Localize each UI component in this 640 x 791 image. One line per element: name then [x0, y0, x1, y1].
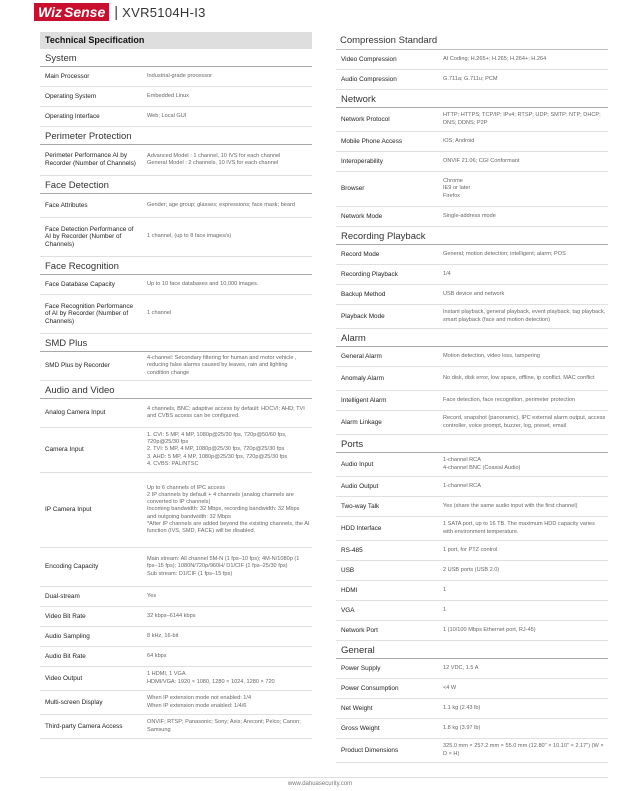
spec-row-general-alarm	[336, 347, 608, 367]
spec-value: 32 kbps–6144 kbps	[147, 612, 196, 619]
spec-row-hdmi	[336, 581, 608, 601]
section-general: General	[336, 641, 608, 659]
spec-row-face-recognition-performance-of-ai-by-recorder-number-of-channels	[40, 295, 312, 334]
spec-value: Motion detection, video loss, tampering	[443, 352, 541, 359]
section-perimeter-protection: Perimeter Protection	[40, 127, 312, 145]
spec-label: Audio Compression	[341, 75, 397, 83]
spec-label: Audio Sampling	[45, 632, 90, 640]
spec-value: AI Coding; H.265+; H.265; H.264+; H.264	[443, 55, 547, 62]
spec-label: Power Consumption	[341, 684, 399, 692]
spec-label: Video Output	[45, 674, 83, 682]
spec-label: Face Recognition Performance of AI by Recorder (Number of Channels)	[45, 302, 134, 325]
spec-row-power-supply	[336, 659, 608, 679]
spec-row-ip-camera-input	[40, 473, 312, 548]
spec-row-audio-input	[336, 453, 608, 477]
footer-url: www.dahuasecurity.com	[287, 781, 353, 787]
right-column	[336, 32, 608, 763]
spec-row-two-way-talk	[336, 497, 608, 517]
spec-row-camera-input	[40, 428, 312, 473]
spec-row-rs-485	[336, 541, 608, 561]
spec-label: Backup Method	[341, 290, 386, 298]
spec-label: Multi-screen Display	[45, 698, 103, 706]
spec-row-network-mode	[336, 207, 608, 227]
header-separator: |	[114, 3, 119, 21]
spec-label: Intelligent Alarm	[341, 396, 387, 404]
spec-row-video-output	[40, 667, 312, 691]
spec-value: 1.8 kg (3.97 lb)	[443, 724, 481, 731]
spec-label: General Alarm	[341, 352, 382, 360]
spec-value: 1/4	[443, 270, 451, 277]
spec-value: When IP extension mode not enabled: 1/4 When IP extension mode enabled: 1/4/6	[147, 695, 252, 709]
spec-row-backup-method	[336, 285, 608, 305]
section-smd-plus: SMD Plus	[40, 334, 312, 352]
section-face-detection: Face Detection	[40, 176, 312, 194]
spec-label: Network Protocol	[341, 115, 390, 123]
spec-row-network-port	[336, 621, 608, 641]
model-number: XVR5104H-I3	[122, 4, 206, 20]
section-audio-and-video: Audio and Video	[40, 381, 312, 399]
left-column	[40, 32, 312, 739]
spec-label: Video Bit Rate	[45, 612, 86, 620]
spec-value: 325.0 mm × 257.2 mm × 55.0 mm (12.80" × 10.10" × 2.17") (W × D × H)	[443, 743, 604, 757]
spec-value: 1.1 kg (2.43 lb)	[443, 704, 481, 711]
spec-row-smd-plus-by-recorder	[40, 352, 312, 381]
spec-label: HDMI	[341, 586, 358, 594]
spec-row-operating-interface	[40, 107, 312, 127]
spec-value: USB device and network	[443, 290, 505, 297]
spec-label: Net Weight	[341, 704, 373, 712]
spec-label: Perimeter Performance AI by Recorder (Number of Channels)	[45, 152, 136, 167]
spec-value: Yes	[147, 592, 157, 599]
spec-label: Face Detection Performance of AI by Recorder (Number of Channels)	[45, 225, 134, 248]
spec-value: ONVIF 21.06; CGI Conformant	[443, 157, 520, 164]
spec-value: Main stream: All channel 5M-N (1 fps–10 fps); 4M-N/1080p (1 fps–15 fps); 1080N/720p/960H/ D1/CIF (1 fps–25/30 fps) Sub stream: D1/CIF (1 fps–15 fps)	[147, 556, 300, 577]
spec-value: ONVIF; RTSP; Panasonic; Sony; Axis; Arecont; Pelco; Canon; Samsung	[147, 719, 301, 733]
spec-row-face-database-capacity	[40, 275, 312, 295]
spec-label: IP Camera Input	[45, 506, 92, 514]
spec-label: Operating Interface	[45, 112, 100, 120]
spec-value: Advanced Model : 1 channel, 10 IVS for each channel General Model : 2 channels, 10 IVS for each channel	[147, 152, 281, 166]
spec-label: Gross Weight	[341, 724, 380, 732]
spec-label: Operating System	[45, 92, 97, 100]
brand-sense: Sense	[64, 3, 109, 21]
spec-row-video-bit-rate	[40, 607, 312, 627]
spec-label: Face Database Capacity	[45, 280, 115, 288]
section-compression-standard: Compression Standard	[336, 32, 608, 50]
spec-row-audio-bit-rate	[40, 647, 312, 667]
spec-value: Embedded Linux	[147, 92, 189, 99]
section-network: Network	[336, 90, 608, 108]
spec-label: Network Port	[341, 626, 378, 634]
spec-label: Recording Playback	[341, 270, 398, 278]
spec-row-net-weight	[336, 699, 608, 719]
spec-label: Face Attributes	[45, 201, 88, 209]
spec-value: <4 W	[443, 684, 457, 691]
spec-row-audio-sampling	[40, 627, 312, 647]
spec-label: Encoding Capacity	[45, 563, 99, 571]
wizsense-logo	[34, 3, 206, 21]
spec-label: VGA	[341, 606, 355, 614]
spec-value: 1-channel RCA	[443, 482, 481, 489]
spec-row-record-mode	[336, 245, 608, 265]
spec-label: Audio Bit Rate	[45, 652, 86, 660]
spec-value: 2 USB ports (USB 2.0)	[443, 566, 500, 573]
spec-value: 1 HDMI, 1 VGA HDMI/VGA: 1920 × 1080, 1280 × 1024, 1280 × 720	[147, 671, 275, 685]
footer-divider	[40, 777, 608, 778]
spec-label: Alarm Linkage	[341, 418, 382, 426]
spec-value: Single-address mode	[443, 212, 496, 219]
spec-row-audio-compression	[336, 70, 608, 90]
spec-value: 1 port, for PTZ control	[443, 546, 498, 553]
spec-row-intelligent-alarm	[336, 391, 608, 411]
spec-row-mobile-phone-access	[336, 132, 608, 152]
spec-row-browser	[336, 172, 608, 207]
section-recording-playback: Recording Playback	[336, 227, 608, 245]
spec-value: Web; Local GUI	[147, 112, 187, 119]
spec-label: USB	[341, 566, 355, 574]
spec-value: Up to 10 face databases and 10,000 images.	[147, 280, 259, 287]
spec-value: 1	[443, 606, 447, 613]
spec-value: Industrial-grade processor	[147, 72, 212, 79]
spec-value: Chrome IE9 or later Firefox	[443, 178, 471, 199]
spec-row-audio-output	[336, 477, 608, 497]
spec-row-playback-mode	[336, 305, 608, 329]
spec-label: Product Dimensions	[341, 746, 399, 754]
section-face-recognition: Face Recognition	[40, 257, 312, 275]
spec-value: G.711a; G.711u; PCM	[443, 75, 498, 82]
spec-row-recording-playback	[336, 265, 608, 285]
spec-value: 1 channel, (up to 8 face images/s)	[147, 233, 232, 240]
spec-label: Audio Input	[341, 460, 374, 468]
section-ports: Ports	[336, 435, 608, 453]
spec-value: Up to 6 channels of IPC access 2 IP channels by default + 4 channels (analog channels are converted to IP channels) Incoming bandwidth: 32 Mbps, recording bandwidth: 32 Mbps and outgoing bandwidth: 32 Mbps *After IP channels are added beyond the existing channels, the AI function (IVS, SMD, FACE) will be disabled.	[147, 484, 310, 534]
spec-label: Network Mode	[341, 212, 383, 220]
spec-value: 4-channel: Secondary filtering for human and motor vehicle , reducing false alarms caused by leaves, rain and lighting condition change	[147, 355, 297, 376]
spec-label: Record Mode	[341, 250, 380, 258]
spec-row-face-detection-performance-of-ai-by-recorder-number-of-channels	[40, 218, 312, 257]
spec-row-operating-system	[40, 87, 312, 107]
spec-label: Analog Camera Input	[45, 409, 106, 417]
spec-value: Gender; age group; glasses; expressions; face mask; beard	[147, 201, 296, 208]
spec-value: 1-channel RCA 4-channel BNC (Coaxial Audio)	[443, 457, 521, 471]
spec-label: RS-485	[341, 546, 363, 554]
section-alarm: Alarm	[336, 329, 608, 347]
spec-label: Camera Input	[45, 446, 84, 454]
spec-row-main-processor	[40, 67, 312, 87]
spec-row-gross-weight	[336, 719, 608, 739]
spec-row-interoperability	[336, 152, 608, 172]
spec-row-anomaly-alarm	[336, 367, 608, 391]
spec-label: Dual-stream	[45, 592, 80, 600]
spec-value: 1 channel	[147, 310, 172, 317]
spec-label: Browser	[341, 185, 365, 193]
spec-row-power-consumption	[336, 679, 608, 699]
spec-row-vga	[336, 601, 608, 621]
spec-row-face-attributes	[40, 194, 312, 218]
spec-value: 1. CVI: 5 MP, 4 MP, 1080p@25/30 fps, 720p@50/60 fps, 720p@25/30 fps 2. TVI: 5 MP, 4 MP, 1080p@25/30 fps, 720p@25/30 fps 3. AHD: 5 MP, 4 MP, 1080p@25/30 fps, 720p@25/30 fps 4. CVBS: PAL/NTSC	[147, 431, 288, 467]
spec-row-alarm-linkage	[336, 411, 608, 435]
spec-label: Interoperability	[341, 157, 383, 165]
spec-value: 4 channels, BNC; adaptive access by default: HDCVI; AHD; TVI and CVBS access can be configured.	[147, 405, 305, 419]
spec-row-perimeter-performance-ai-by-recorder-number-of-channels	[40, 145, 312, 176]
spec-value: No disk, disk error, low space, offline, ip conflict, MAC conflict	[443, 374, 595, 381]
spec-label: Third-party Camera Access	[45, 722, 123, 730]
spec-row-usb	[336, 561, 608, 581]
spec-row-third-party-camera-access	[40, 715, 312, 739]
spec-label: Anomaly Alarm	[341, 374, 384, 382]
spec-value: 8 kHz, 16-bit	[147, 632, 179, 639]
spec-row-analog-camera-input	[40, 399, 312, 428]
spec-value: HTTP; HTTPS; TCP/IP; IPv4; RTSP; UDP; SMTP; NTP; DHCP; DNS; DDNS; P2P	[443, 112, 601, 126]
spec-label: Audio Output	[341, 482, 379, 490]
spec-value: General; motion detection; intelligent; alarm; POS	[443, 250, 566, 257]
spec-value: iOS; Android	[443, 137, 475, 144]
spec-label: SMD Plus by Recorder	[45, 362, 110, 370]
spec-label: Main Processor	[45, 72, 90, 80]
tech-spec-title: Technical Specification	[40, 32, 312, 49]
spec-value: 1	[443, 586, 447, 593]
spec-label: Power Supply	[341, 664, 381, 672]
spec-value: Yes (share the same audio input with the first channel)	[443, 502, 578, 509]
spec-row-hdd-interface	[336, 517, 608, 541]
spec-row-multi-screen-display	[40, 691, 312, 715]
spec-value: Record, snapshot (panoramic), IPC external alarm output, access controller, voice prompt, buzzer, log, preset, email	[443, 415, 606, 429]
brand-wiz: Wiz	[34, 3, 64, 21]
spec-row-product-dimensions	[336, 739, 608, 763]
spec-row-dual-stream	[40, 587, 312, 607]
spec-value: 1 SATA port, up to 16 TB. The maximum HDD capacity varies with environment temperature.	[443, 521, 595, 535]
page-header	[0, 0, 640, 24]
spec-row-video-compression	[336, 50, 608, 70]
spec-label: Video Compression	[341, 55, 397, 63]
spec-label: HDD Interface	[341, 524, 382, 532]
spec-value: 12 VDC, 1.5 A	[443, 664, 479, 671]
spec-label: Two-way Talk	[341, 502, 380, 510]
spec-label: Playback Mode	[341, 312, 385, 320]
spec-row-encoding-capacity	[40, 548, 312, 587]
spec-value: 64 kbps	[147, 652, 167, 659]
spec-label: Mobile Phone Access	[341, 137, 403, 145]
spec-value: 1 (10/100 Mbps Ethernet port, RJ-45)	[443, 626, 536, 633]
section-system: System	[40, 49, 312, 67]
spec-value: Face detection, face recognition, perimeter protection	[443, 396, 576, 403]
spec-row-network-protocol	[336, 108, 608, 132]
spec-value: Instant playback, general playback, event playback, tag playback, smart playback (face and motion detection)	[443, 309, 606, 323]
